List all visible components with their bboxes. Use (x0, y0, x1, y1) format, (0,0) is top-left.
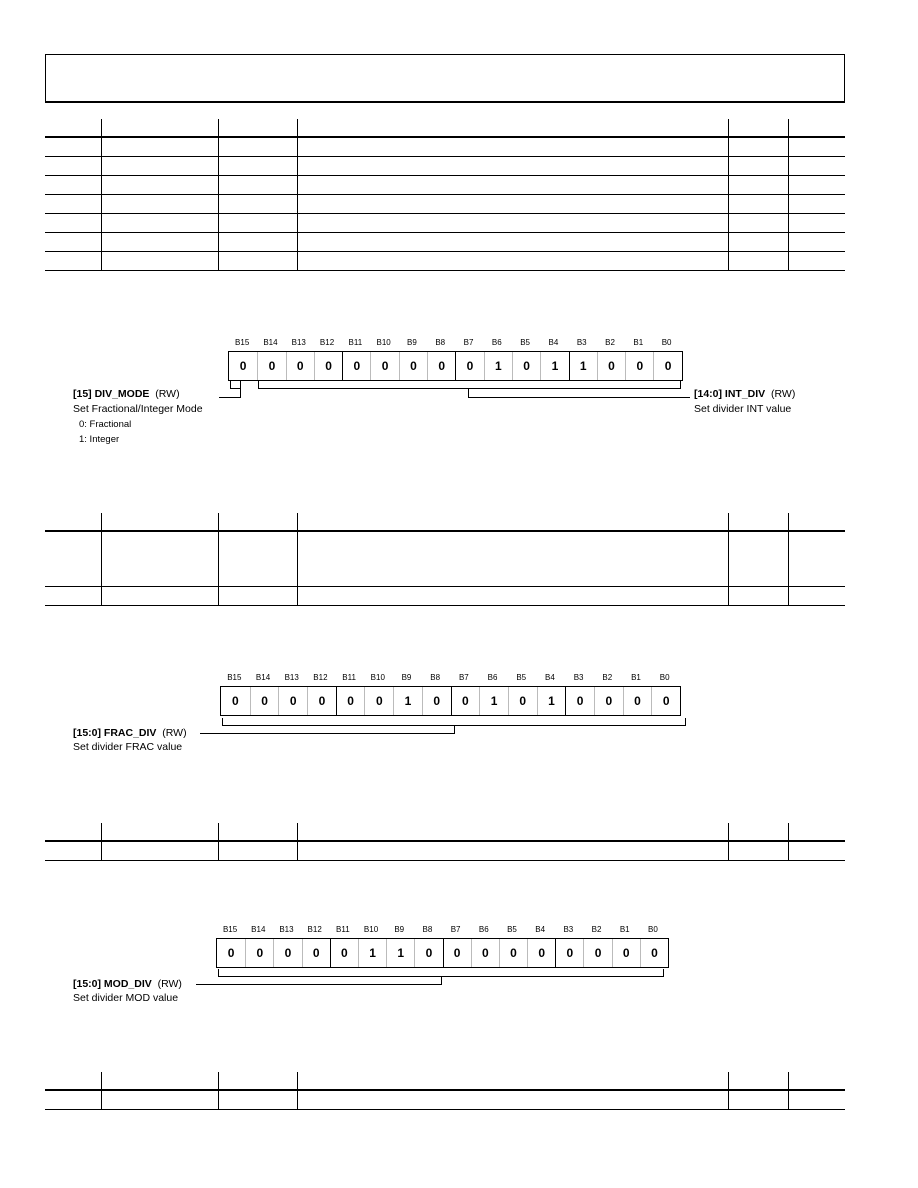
bit-label: B10 (363, 925, 379, 934)
bit-label: B12 (313, 673, 328, 682)
bit-label: B15 (235, 338, 250, 347)
leader-line-div-mode-v (240, 389, 241, 398)
bit-value: 0 (364, 687, 393, 715)
bit-label: B1 (631, 673, 641, 682)
bit-value: 0 (399, 352, 427, 380)
bit-label: B0 (661, 338, 672, 347)
bit-value-row (228, 351, 683, 381)
table-row (45, 156, 845, 175)
field-frac-div-label: [15:0] FRAC_DIV (RW) (73, 727, 187, 739)
bit-label: B4 (548, 338, 559, 347)
bit-value: 0 (625, 352, 653, 380)
bit-label: B7 (463, 338, 474, 347)
bit-value: 1 (358, 939, 386, 967)
bit-value: 0 (302, 939, 330, 967)
field-int-div-desc: Set divider INT value (694, 403, 792, 415)
bit-value: 0 (471, 939, 499, 967)
bracket-frac-div (222, 718, 686, 726)
bit-label: B1 (633, 338, 644, 347)
bit-label: B9 (394, 925, 405, 934)
register-table-2 (45, 513, 845, 606)
bit-value: 0 (286, 352, 314, 380)
bit-label: B11 (336, 925, 350, 934)
bit-value: 0 (583, 939, 611, 967)
bit-label: B10 (376, 338, 391, 347)
bit-value: 0 (623, 687, 652, 715)
field-frac-div-desc: Set divider FRAC value (73, 741, 183, 753)
table-row (45, 531, 845, 586)
field-div-mode-label: [15] DIV_MODE (RW) (73, 388, 180, 400)
bit-label: B4 (545, 673, 555, 682)
bit-label: B2 (602, 673, 613, 682)
bit-value: 0 (651, 687, 680, 715)
bit-value: 0 (273, 939, 301, 967)
bit-label-row (216, 924, 667, 936)
bit-value: 0 (422, 687, 451, 715)
leader-line-int-div (468, 397, 690, 398)
bit-label: B3 (573, 673, 584, 682)
register-table-3 (45, 823, 845, 861)
register-table-1 (45, 119, 845, 271)
leader-line-mod-div (196, 984, 442, 985)
bit-label: B11 (342, 673, 356, 682)
bit-value: 1 (569, 352, 597, 380)
bracket-div-mode (230, 381, 241, 389)
bit-value: 0 (508, 687, 537, 715)
bracket-int-div (258, 381, 681, 389)
bit-value: 0 (451, 687, 480, 715)
bit-value: 0 (232, 694, 239, 708)
table-row (45, 213, 845, 232)
bit-label: B12 (319, 338, 335, 347)
bit-label: B2 (605, 338, 615, 347)
field-mod-div-desc: Set divider MOD value (73, 992, 179, 1004)
field-div-mode-desc: Set Fractional/Integer Mode (73, 403, 203, 415)
bit-value: 0 (565, 687, 594, 715)
field-mod-div-label: [15:0] MOD_DIV (RW) (73, 978, 182, 990)
bit-value: 0 (314, 352, 342, 380)
field-int-div-label: [14:0] INT_DIV (RW) (694, 388, 796, 400)
bit-label: B6 (491, 338, 502, 347)
bit-value: 0 (653, 352, 681, 380)
bit-label: B13 (284, 673, 299, 682)
bit-label: B12 (307, 925, 322, 934)
bit-label: B13 (279, 925, 294, 934)
bit-label: B14 (251, 925, 266, 934)
field-div-mode-option-0: 0: Fractional (79, 419, 132, 430)
field-div-mode-option-1: 1: Integer (79, 434, 120, 445)
bit-label: B9 (401, 673, 412, 682)
table-row (45, 175, 845, 194)
bit-value: 0 (307, 687, 336, 715)
table-header-row (45, 513, 845, 531)
bit-label: B8 (430, 673, 441, 682)
table-row (45, 251, 845, 270)
bit-label: B7 (450, 925, 461, 934)
bit-label: B5 (507, 925, 517, 934)
bit-label-row (228, 337, 681, 349)
bit-value: 0 (227, 946, 235, 960)
bit-label: B6 (487, 673, 498, 682)
bit-value: 0 (555, 939, 583, 967)
bit-value: 0 (278, 687, 307, 715)
bit-label: B14 (255, 673, 271, 682)
bit-label: B8 (422, 925, 433, 934)
bit-label: B8 (435, 338, 446, 347)
bit-label: B9 (407, 338, 417, 347)
bit-value: 0 (427, 352, 455, 380)
table-row (45, 841, 845, 860)
bracket-mod-div (218, 969, 664, 977)
bit-value: 0 (342, 352, 370, 380)
bit-label: B14 (263, 338, 278, 347)
table-row (45, 194, 845, 213)
bit-value: 0 (594, 687, 623, 715)
bit-value: 0 (330, 939, 358, 967)
bit-label: B5 (520, 338, 531, 347)
bit-value: 0 (640, 939, 668, 967)
bit-label: B10 (370, 673, 385, 682)
bit-value: 0 (597, 352, 625, 380)
leader-line-frac-div (200, 733, 455, 734)
bit-value: 0 (499, 939, 527, 967)
table-row (45, 137, 845, 156)
table-header-row (45, 1072, 845, 1090)
leader-line-div-mode (219, 397, 241, 398)
bit-label: B3 (563, 925, 574, 934)
bit-value: 1 (484, 352, 512, 380)
bit-value: 1 (537, 687, 566, 715)
table-row (45, 232, 845, 251)
bit-value: 0 (455, 352, 483, 380)
bit-value: 0 (370, 352, 398, 380)
bit-value: 0 (239, 359, 247, 373)
bit-value: 0 (443, 939, 471, 967)
bit-label: B2 (591, 925, 602, 934)
bit-label: B3 (576, 338, 587, 347)
bit-label: B15 (227, 673, 242, 682)
bit-value: 1 (479, 687, 508, 715)
bit-label: B7 (458, 673, 469, 682)
table-header-row (45, 823, 845, 841)
bit-value: 0 (612, 939, 640, 967)
table-header-row (45, 119, 845, 137)
bit-value: 1 (540, 352, 568, 380)
table-row (45, 586, 845, 605)
bit-label: B0 (648, 925, 658, 934)
bit-value: 0 (512, 352, 540, 380)
bit-value: 0 (245, 939, 273, 967)
bit-label: B0 (659, 673, 670, 682)
bit-label: B4 (535, 925, 546, 934)
bit-value: 1 (393, 687, 422, 715)
bit-label: B5 (516, 673, 527, 682)
bit-value: 0 (257, 352, 285, 380)
register-table-4 (45, 1072, 845, 1110)
bit-value: 0 (527, 939, 555, 967)
bit-value: 0 (336, 687, 365, 715)
bit-label: B13 (291, 338, 306, 347)
bit-value: 0 (414, 939, 442, 967)
table-row (45, 1090, 845, 1109)
bit-value-row (216, 938, 669, 968)
bit-label: B15 (222, 925, 238, 934)
bit-label: B1 (619, 925, 630, 934)
page-header-box (45, 54, 845, 103)
bit-label-row (220, 672, 679, 684)
bit-value: 0 (250, 687, 279, 715)
bit-value-row (220, 686, 681, 716)
bit-value: 1 (386, 939, 414, 967)
bit-label: B6 (478, 925, 489, 934)
bit-label: B11 (348, 338, 363, 347)
